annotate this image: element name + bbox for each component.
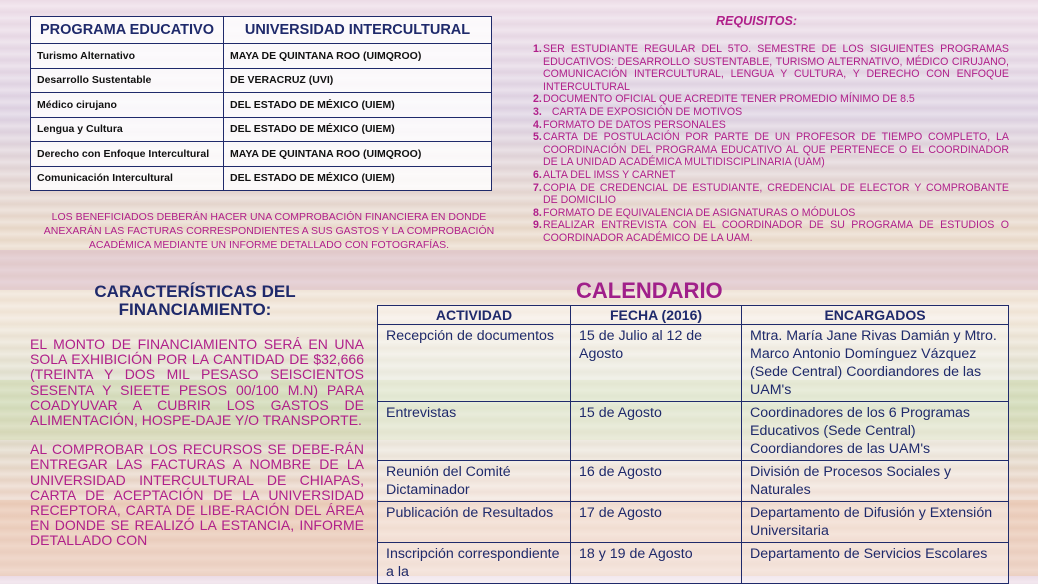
caracteristicas-body: [30, 337, 364, 563]
activity-cell: Reunión del Comité Dictaminador: [378, 461, 571, 502]
item-number: 5.: [533, 131, 542, 144]
item-text: DOCUMENTO OFICIAL QUE ACREDITE TENER PROMEDIO MÍNIMO DE 8.5: [543, 93, 915, 106]
activity-cell: Publicación de Resultados: [378, 502, 571, 543]
requisitos-title: REQUISITOS:: [716, 14, 798, 28]
item-text: SER ESTUDIANTE REGULAR DEL 5TO. SEMESTRE DE LOS SIGUIENTES PROGRAMAS EDUCATIVOS: DESARROLLO SUSTENTABLE, TURISMO ALTERNATIVO, MÉDICO CIRUJANO, COMUNICACIÓN INTERCULTURAL, LENGUA Y CULTURA, Y DERECHO CON ENFOQUE INTERCULTURAL: [543, 43, 1009, 93]
date-cell: 15 de Julio al 12 de Agosto: [571, 325, 742, 402]
list-item: [533, 182, 1009, 207]
list-item: [533, 131, 1009, 169]
item-number: 4.: [533, 118, 542, 131]
item-text: FORMATO DE DATOS PERSONALES: [543, 118, 726, 131]
table-row: [378, 461, 1009, 502]
item-number: 8.: [533, 206, 542, 219]
item-number: 3.: [533, 105, 542, 118]
program-cell: Lengua y Cultura: [31, 117, 224, 142]
item-number: 1.: [533, 43, 542, 55]
program-cell: Derecho con Enfoque Intercultural: [31, 142, 224, 167]
program-cell: Médico cirujano: [31, 93, 224, 118]
responsible-cell: Departamento de Servicios Escolares: [742, 543, 1009, 584]
responsible-cell: Mtra. María Jane Rivas Damián y Mtro. Marco Antonio Domínguez Vázquez (Sede Central) Coordiandores de las UAM's: [742, 325, 1009, 402]
list-item: [533, 43, 1009, 93]
requisitos-list: [533, 43, 1009, 245]
program-cell: Turismo Alternativo: [31, 44, 224, 69]
table-row: [378, 325, 1009, 402]
table-row: [378, 402, 1009, 461]
list-item: [533, 119, 1009, 132]
paragraph: EL MONTO DE FINANCIAMIENTO SERÁ EN UNA SOLA EXHIBICIÓN POR LA CANTIDAD DE $32,666 (TREINTA Y DOS MIL PESASO SEISCIENTOS SESENTA Y SIEETE PESOS 00/100 M.N) PARA COADYUVAR A CUBRIR LOS GASTOS DE ALIMENTACIÓN, HOSPE-DAJE Y/O TRANSPORTE.: [30, 336, 364, 429]
responsible-cell: Departamento de Difusión y Extensión Universitaria: [742, 502, 1009, 543]
header-actividad: ACTIVIDAD: [378, 306, 571, 325]
header-fecha: FECHA (2016): [571, 306, 742, 325]
table-row: [31, 142, 492, 167]
programs-table: [30, 16, 492, 191]
item-text: COPIA DE CREDENCIAL DE ESTUDIANTE, CREDENCIAL DE ELECTOR Y COMPROBANTE DE DOMICILIO: [543, 181, 1009, 207]
item-text: CARTA DE EXPOSICIÓN DE MOTIVOS: [543, 105, 743, 118]
date-cell: 17 de Agosto: [571, 502, 742, 543]
item-text: ALTA DEL IMSS Y CARNET: [543, 168, 676, 181]
responsible-cell: Coordinadores de los 6 Programas Educativos (Sede Central) Coordiandores de las UAM's: [742, 402, 1009, 461]
list-item: [533, 219, 1009, 244]
caracteristicas-title: CARACTERÍSTICAS DEL FINANCIAMIENTO:: [94, 282, 296, 319]
header-encargados: ENCARGADOS: [742, 306, 1009, 325]
item-number: 6.: [533, 168, 542, 181]
university-cell: DE VERACRUZ (UVI): [224, 68, 492, 93]
item-number: 9.: [533, 219, 542, 232]
university-cell: MAYA DE QUINTANA ROO (UIMQROO): [224, 142, 492, 167]
list-item: [533, 207, 1009, 220]
item-text: REALIZAR ENTREVISTA CON EL COORDINADOR DE SU PROGRAMA DE ESTUDIOS O COORDINADOR ACADÉMICO DE LA UAM.: [543, 219, 1009, 244]
table-row: [31, 117, 492, 142]
table-row: [31, 68, 492, 93]
activity-cell: Recepción de documentos: [378, 325, 571, 402]
header-universidad: UNIVERSIDAD INTERCULTURAL: [224, 17, 492, 44]
list-item: [533, 93, 1009, 106]
item-text: FORMATO DE EQUIVALENCIA DE ASIGNATURAS O MÓDULOS: [543, 206, 856, 219]
beneficiaries-note: LOS BENEFICIADOS DEBERÁN HACER UNA COMPROBACIÓN FINANCIERA EN DONDE ANEXARÁN LAS FACTURAS CORRESPONDIENTES A SUS GASTOS Y LA COMPROBACIÓN ACADÉMICA MEDIANTE UN INFORME DETALLADO CON FOTOGRAFÍAS.: [43, 211, 495, 251]
university-cell: DEL ESTADO DE MÉXICO (UIEM): [224, 117, 492, 142]
date-cell: 16 de Agosto: [571, 461, 742, 502]
date-cell: 15 de Agosto: [571, 402, 742, 461]
calendario-title: CALENDARIO: [576, 278, 723, 303]
table-row: [31, 93, 492, 118]
university-cell: DEL ESTADO DE MÉXICO (UIEM): [224, 93, 492, 118]
program-cell: Comunicación Intercultural: [31, 166, 224, 191]
date-cell: 18 y 19 de Agosto: [571, 543, 742, 584]
table-row: [31, 166, 492, 191]
program-cell: Desarrollo Sustentable: [31, 68, 224, 93]
responsible-cell: División de Procesos Sociales y Naturales: [742, 461, 1009, 502]
item-number: 7.: [533, 181, 542, 194]
table-row: [378, 543, 1009, 584]
university-cell: DEL ESTADO DE MÉXICO (UIEM): [224, 166, 492, 191]
header-programa: PROGRAMA EDUCATIVO: [31, 17, 224, 44]
calendario-table: [377, 305, 1009, 584]
paragraph: AL COMPROBAR LOS RECURSOS SE DEBE-RÁN ENTREGAR LAS FACTURAS A NOMBRE DE LA UNIVERSIDAD INTERCULTURAL DE CHIAPAS, CARTA DE ACEPTACIÓN DE LA UNIVERSIDAD RECEPTORA, CARTA DE LIBE-RACIÓN DEL ÁREA EN DONDE SE REALIZÓ LA ESTANCIA, INFORME DETALLADO CON: [30, 441, 364, 549]
calendario-table-header: [378, 306, 1009, 325]
programs-table-header: [31, 17, 492, 44]
item-text: CARTA DE POSTULACIÓN POR PARTE DE UN PROFESOR DE TIEMPO COMPLETO, LA COORDINACIÓN DEL PROGRAMA EDUCATIVO AL QUE PERTENECE O EL COORDINADOR DE LA UNIDAD ACADÉMICA MULTIDISCIPLINARIA (UAM): [543, 131, 1009, 169]
table-row: [31, 44, 492, 69]
list-item: [533, 106, 1009, 119]
table-row: [378, 502, 1009, 543]
activity-cell: Inscripción correspondiente a la: [378, 543, 571, 584]
activity-cell: Entrevistas: [378, 402, 571, 461]
item-number: 2.: [533, 93, 542, 106]
list-item: [533, 169, 1009, 182]
university-cell: MAYA DE QUINTANA ROO (UIMQROO): [224, 44, 492, 69]
